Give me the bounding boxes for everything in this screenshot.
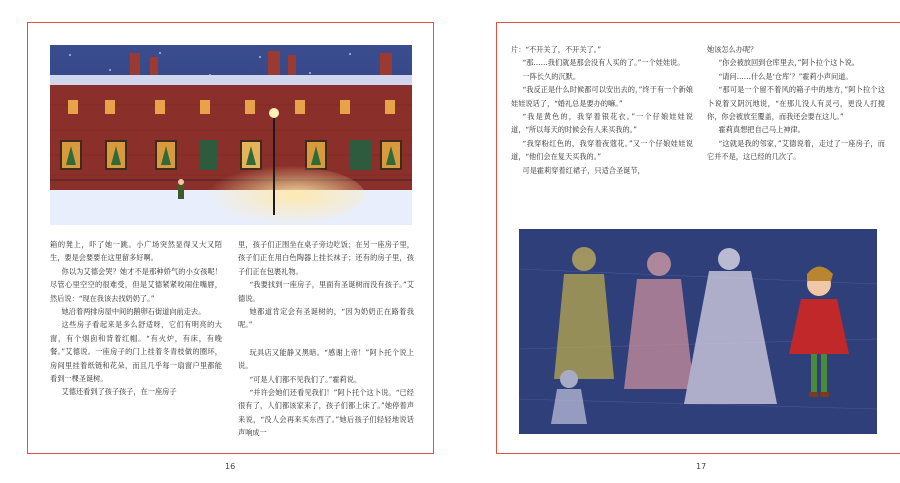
paragraph: 箱的凳上，吓了她一跳。小广场突然显得又大又陌生，要是会要要在这里留多好啊。 bbox=[50, 240, 222, 263]
left-text-column-1 bbox=[50, 238, 222, 399]
paragraph: “我反正是什么时候都可以安出去的，”终于有一个新娘娃娃说话了，“婚礼总是要办的嘛。” bbox=[511, 85, 693, 108]
left-text-column-2 bbox=[238, 238, 414, 440]
paragraph: “请问……什么是‘仓库’？”霍莉小声问道。 bbox=[718, 71, 853, 81]
paragraph: “我穿粉红色的，我穿着夜蔻花。”又一个仔娘娃娃说道，“他们会在复天买我的。” bbox=[511, 138, 693, 162]
paragraph: “你会被放回到仓库里去，”阿卜拉个这卜说。 bbox=[718, 58, 859, 68]
paragraph: 你以为艾德会哭？她才不是那种娇气的小女孩呢！尽管心里空空的很难受，但是艾德紧紧咬闹住嘴唇，然后说：“现在我该去找奶奶了。” bbox=[50, 266, 222, 303]
right-page bbox=[496, 22, 900, 454]
right-text-column-1 bbox=[511, 43, 693, 177]
left-page bbox=[27, 22, 434, 454]
right-text-column-2 bbox=[707, 43, 885, 164]
paragraph: “可是人们都不见我们了。”霍莉说。 bbox=[249, 374, 362, 384]
paragraph: 里，孩子们正围坐在桌子旁边吃饭；在另一座房子里，孩子们正在用白色陶器上挂长袜子；还有的房子里，孩子们正在包裹礼物。 bbox=[238, 240, 414, 276]
paragraph: 艾德还看到了孩子孩子，在一座房子 bbox=[61, 387, 177, 397]
paragraph: “我是黄色的，我穿着银花衣。”一个仔娘娃娃说道，“所以每天的时候会有人来买我的。” bbox=[511, 112, 693, 135]
paragraph: “那……我们就是那会没有人买的了。”一个娃娃说。 bbox=[522, 58, 685, 68]
paragraph: “这就是我的邻家，”艾德说着，走过了一座房子，而它并不是，这已经的几次了。 bbox=[707, 138, 885, 162]
paragraph: “那可是一个留不着风的箱子中的地方，”阿卜拉个这卜说着又阴沉地说，“在那儿没人有灵弓，更没人打搅你，你会被放至覆盖，而我还会要在这儿。” bbox=[707, 85, 885, 122]
paragraph: 片：“不开关了，不开关了。” bbox=[511, 45, 602, 54]
dolls-illustration bbox=[519, 229, 877, 434]
paragraph: 她沿着两排房屋中间的鹅卵石街道向前走去。 bbox=[61, 307, 206, 317]
snowy-street-illustration bbox=[50, 45, 412, 225]
page-number-right: 17 bbox=[696, 462, 707, 471]
paragraph: 玩具店又能静又黑暗。“感谢上帝！”阿卜托个说上说。 bbox=[238, 347, 414, 371]
paragraph: 她都道肯定会有圣诞树的，“因为奶奶正在路着我呢。” bbox=[238, 307, 414, 330]
paragraph: 一阵长久的沉默。 bbox=[522, 71, 581, 81]
paragraph: 霍莉真想把自己马上神律。 bbox=[718, 125, 805, 135]
paragraph: “我要找到一座房子，里面有圣诞树而没有孩子。”艾德说。 bbox=[238, 280, 414, 303]
paragraph: 这些房子看起来是多么舒适呀，它们有明亮的大窗，有个烟囱和背着红帽。“有火炉，有床，有晚餐。”艾德说。一座房子的门上挂着冬青枝做的圈环，房间里挂着纸链和花朵，而且几乎每一扇窗户里都能看到一棵圣诞树。 bbox=[50, 320, 222, 384]
paragraph: 可是霍莉穿着红裙子，只适合圣诞节， bbox=[522, 165, 645, 175]
paragraph: “并许会她们还看见我们！”阿卜托个这卜说。“已经很有了，人们都该家来了，孩子们都上床了。”她停着声来说，“没人会再来买东西了。”她后孩子们轻轻地说话声响成一 bbox=[238, 388, 414, 438]
paragraph: 她该怎么办呢？ bbox=[707, 45, 758, 54]
page-number-left: 16 bbox=[225, 462, 236, 471]
